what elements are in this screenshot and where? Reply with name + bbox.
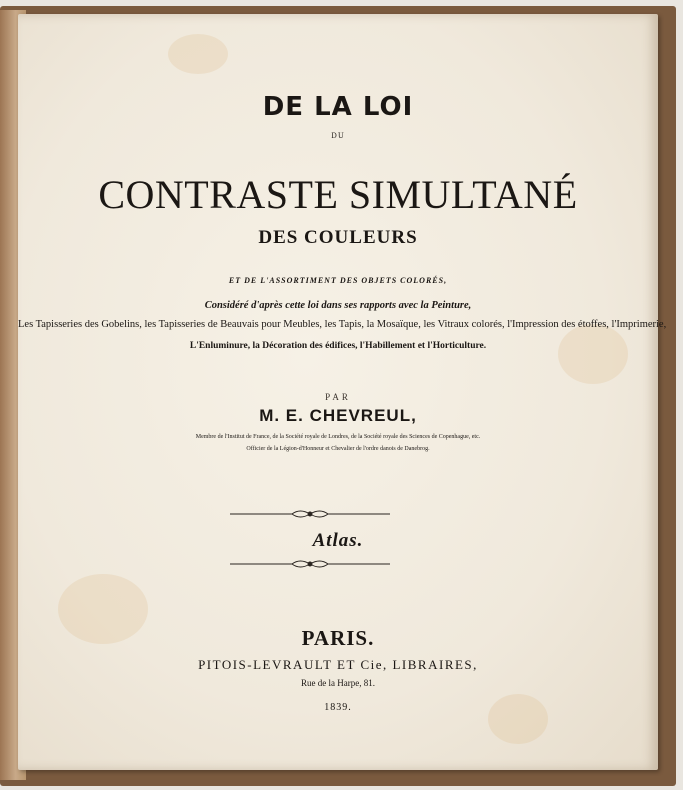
author-credit-1: Membre de l'Institut de France, de la Société royale de Londres, de la Société royale des Sciences de Copenhague, etc.	[195, 434, 481, 440]
subtitle-line-2: Considéré d'après cette loi dans ses rapports avec la Peinture,	[204, 300, 472, 311]
title-line-2: CONTRASTE SIMULTANÉ	[98, 172, 578, 217]
subtitle-line-3: Les Tapisseries des Gobelins, les Tapisseries de Beauvais pour Meubles, les Tapis, la Mosaïque, les Vitraux colorés, l'Impression des étoffes, l'Imprimerie,	[18, 319, 667, 330]
imprint-city: PARIS.	[301, 626, 375, 650]
subtitle-line-1: ET DE L'ASSORTIMENT DES OBJETS COLORÉS,	[228, 276, 448, 285]
imprint-publisher: PITOIS-LEVRAULT ET Cie, LIBRAIRES,	[198, 657, 478, 672]
foxing-stain	[558, 324, 628, 384]
imprint-year: 1839.	[324, 702, 352, 713]
par-label: PAR	[325, 392, 351, 402]
foxing-stain	[168, 34, 228, 74]
ornamental-rule-bottom	[230, 557, 390, 571]
title-page	[18, 14, 667, 770]
author-credit-2: Officier de la Légion-d'Honneur et Chevalier de l'ordre danois de Danebrog.	[246, 446, 430, 452]
author-name: M. E. CHEVREUL,	[259, 406, 417, 425]
subtitle-line-4: L'Enluminure, la Décoration des édifices, l'Habillement et l'Horticulture.	[189, 341, 487, 351]
atlas-label: Atlas.	[312, 530, 364, 551]
ornamental-rule-top	[230, 507, 390, 521]
title-du: DU	[331, 132, 345, 140]
imprint-address: Rue de la Harpe, 81.	[301, 678, 375, 688]
title-line-3: DES COULEURS	[258, 227, 418, 248]
title-line-1: DE LA LOI	[262, 92, 414, 122]
